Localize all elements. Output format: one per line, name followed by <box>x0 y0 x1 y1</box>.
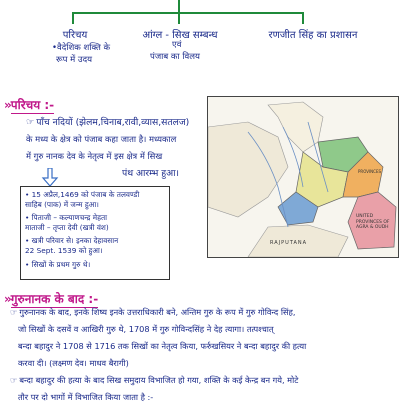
after-nanak-heading-text: गुरुनानक के बाद :- <box>10 292 99 306</box>
hand-pointer-icon: ☞ <box>10 307 18 317</box>
tree-branch-left <box>72 12 74 24</box>
intro-heading-text: परिचय :- <box>10 98 55 112</box>
after-nanak-line-4: करवा दी। (लक्ष्मण देव। माधव बैरागी) <box>18 358 129 368</box>
node-anglo-sikh-sub-1: एवं <box>172 40 182 50</box>
intro-heading <box>4 96 54 114</box>
node-parichay-title: परिचय <box>62 30 88 41</box>
info-item-2b: माताजी – तृप्ता देवी (खत्री वंश) <box>25 223 109 232</box>
after-nanak-line-3: बन्दा बहादुर ने 1708 से 1716 तक सिखों का नेतृत्व किया, फर्रुखसियर ने बन्दा बहादुर की हत्या <box>18 341 307 351</box>
double-arrow-icon: » <box>4 292 9 306</box>
tree-crossbar <box>72 12 304 14</box>
after-nanak-line-6: तौर पर दो भागों में विभाजित किया जाता है :- <box>18 392 154 402</box>
node-anglo-sikh-title: आंग्ल - सिख सम्बन्ध <box>142 30 218 41</box>
double-arrow-icon: » <box>4 98 9 112</box>
intro-line-2: के मध्य के क्षेत्र को पंजाब कहा जाता है। मध्यकाल <box>26 134 177 144</box>
tree-stem <box>178 0 180 12</box>
info-item-1a: • 15 अप्रैल,1469 को पंजाब के तलवण्डी <box>25 190 140 199</box>
node-anglo-sikh-sub-2: पंजाब का विलय <box>150 52 200 62</box>
punjab-map-graphic <box>208 97 398 257</box>
node-parichay-sub-1: •वैदेशिक शक्ति के <box>52 43 111 53</box>
info-item-3b: 22 Sept. 1539 को हुआ। <box>25 246 103 255</box>
node-ranjit-title: रणजीत सिंह का प्रशासन <box>268 30 358 41</box>
map-label-united-provinces: UNITED PROVINCES OF AGRA & OUDH <box>356 214 390 230</box>
punjab-map <box>207 96 399 258</box>
map-label-province: PROVINCES <box>358 169 382 174</box>
intro-line-4: पंथ आरम्भ हुआ। <box>122 168 180 179</box>
node-parichay-sub-2: रूप में उदय <box>56 55 93 65</box>
down-arrow-icon <box>40 168 60 186</box>
info-item-2a: • पिताजी – कल्याणचन्द्र मेहता <box>25 213 108 222</box>
topic-tree <box>0 0 400 70</box>
info-item-1b: साहिब (पाक) में जन्म हुआ। <box>25 200 99 209</box>
info-item-3a: • खत्री परिवार से। इनका देहावसान <box>25 236 119 245</box>
after-nanak-paragraph <box>10 304 398 406</box>
info-item-4: • सिखों के प्रथम गुरु थे। <box>25 260 91 269</box>
guru-nanak-info-box <box>20 186 170 280</box>
tree-branch-center <box>178 12 180 24</box>
after-nanak-line-1: ☞ गुरुनानक के बाद, इनके शिष्य इनके उत्तराधिकारी बने, अन्तिम गुरु के रूप में गुरु गोविन्द सिंह, <box>10 307 296 317</box>
tree-branch-right <box>302 12 304 24</box>
intro-line-1: ☞ पाँच नदियों (झेलम,चिनाब,रावी,व्यास,सतलज) <box>26 117 190 128</box>
after-nanak-line-2: जो सिखों के दसवें व आखिरी गुरु थे, 1708 में गुरु गोविन्दसिंह ने देह त्यागा। तत्पश्चात् <box>18 324 274 334</box>
after-nanak-line-5: ☞ बन्दा बहादुर की हत्या के बाद सिख समुदाय विभाजित हो गया, शक्ति के कई केन्द्र बन गये, मोटे <box>10 375 299 385</box>
hand-pointer-icon: ☞ <box>10 375 18 385</box>
map-label-rajputana: RAJPUTANA <box>270 240 308 246</box>
hand-pointer-icon: ☞ <box>26 117 35 128</box>
intro-line-3: में गुरु नानक देव के नेतृत्व में इस क्षेत्र में सिख <box>26 151 163 161</box>
